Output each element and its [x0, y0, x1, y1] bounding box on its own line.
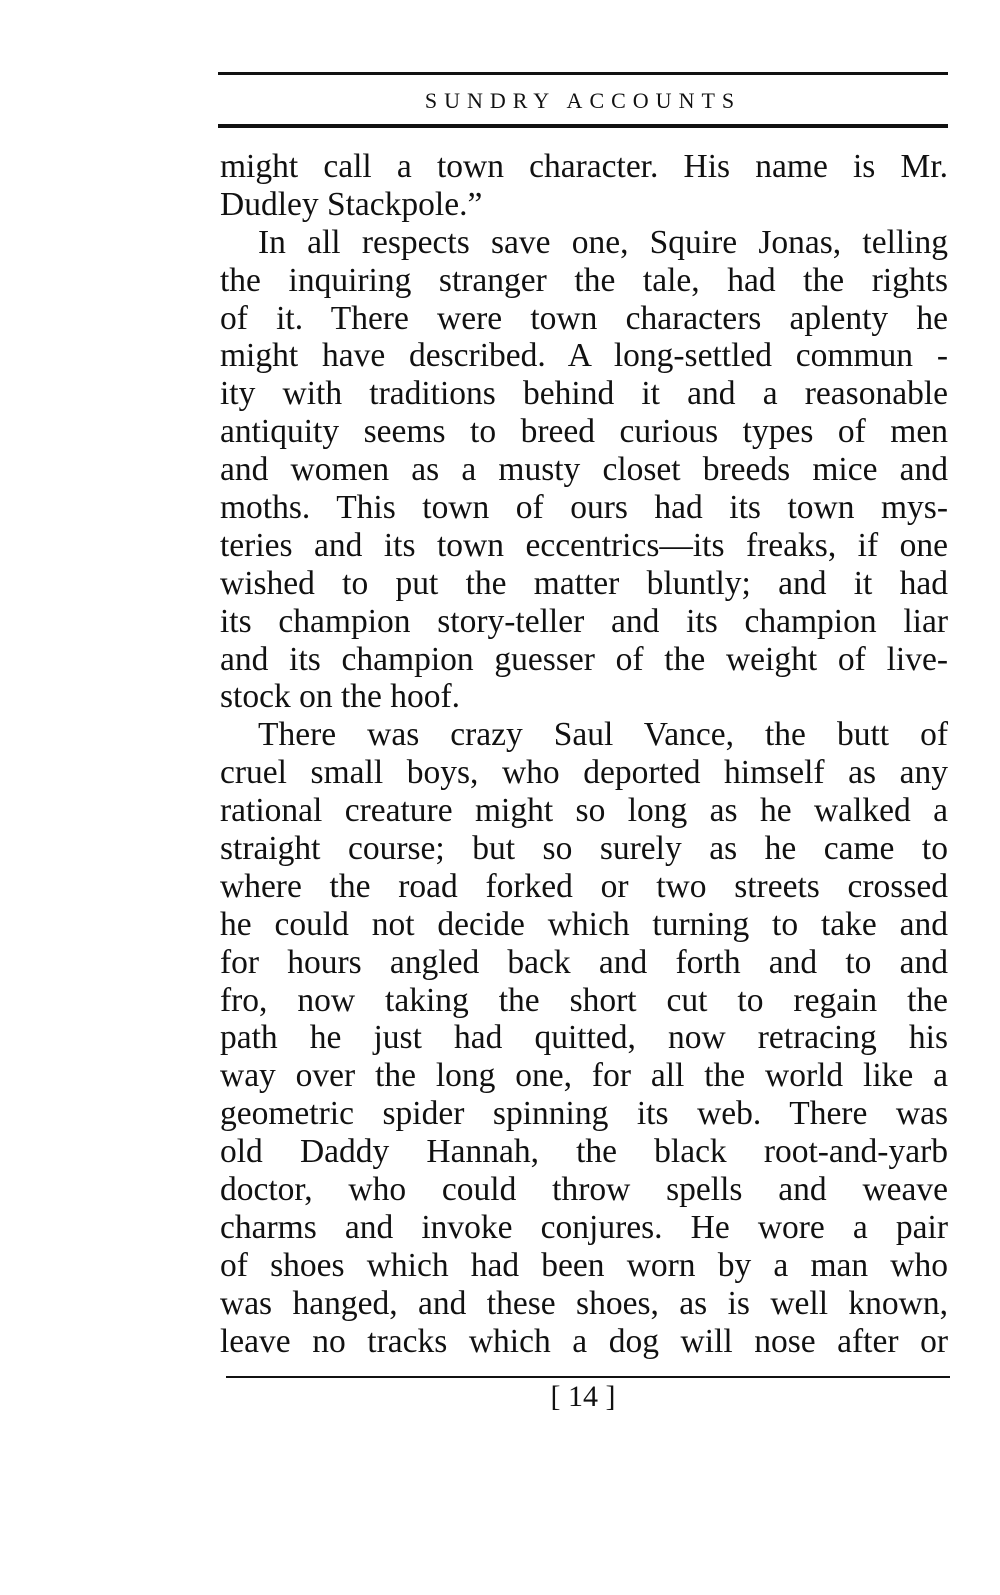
text-line: he could not decide which turning to take and — [220, 905, 948, 943]
text-line: and its champion guesser of the weight of live- — [220, 640, 948, 678]
text-line: antiquity seems to breed curious types of men — [220, 413, 948, 451]
text-line: There was crazy Saul Vance, the butt of — [258, 716, 948, 754]
text-line: doctor, who could throw spells and weave — [220, 1171, 948, 1209]
text-line: ity with traditions behind it and a reasonable — [220, 375, 948, 413]
header-top-rule — [218, 72, 948, 75]
text-line: where the road forked or two streets crossed — [220, 867, 948, 905]
text-line: its champion story-teller and its champion liar — [220, 602, 948, 640]
text-line: the inquiring stranger the tale, had the rights — [220, 261, 948, 299]
text-line: geometric spider spinning its web. There was — [220, 1095, 948, 1133]
text-line: cruel small boys, who deported himself as any — [220, 754, 948, 792]
text-line: fro, now taking the short cut to regain the — [220, 981, 948, 1019]
text-line: moths. This town of ours had its town mys- — [220, 489, 948, 527]
text-line: leave no tracks which a dog will nose after or — [220, 1322, 948, 1360]
text-line: way over the long one, for all the world like a — [220, 1057, 948, 1095]
text-line: of shoes which had been worn by a man who — [220, 1246, 948, 1284]
text-line: might call a town character. His name is Mr. — [220, 148, 948, 185]
text-line: In all respects save one, Squire Jonas, telling — [258, 223, 948, 261]
text-line: was hanged, and these shoes, as is well known, — [220, 1284, 948, 1322]
text-line: wished to put the matter bluntly; and it had — [220, 564, 948, 602]
text-line: might have described. A long-settled commun - — [220, 337, 948, 375]
text-line: charms and invoke conjures. He wore a pair — [220, 1208, 948, 1246]
text-line: rational creature might so long as he walked a — [220, 792, 948, 830]
text-line: of it. There were town characters aplenty he — [220, 299, 948, 337]
text-line: Dudley Stackpole.” — [220, 185, 483, 223]
body-text — [220, 148, 948, 1361]
page-number: [ 14 ] — [550, 1380, 616, 1413]
text-line: and women as a musty closet breeds mice and — [220, 451, 948, 489]
text-line: path he just had quitted, now retracing his — [220, 1019, 948, 1057]
text-line: straight course; but so surely as he came to — [220, 830, 948, 868]
text-line: old Daddy Hannah, the black root-and-yarb — [220, 1133, 948, 1171]
header-bottom-rule — [218, 124, 948, 128]
text-line: teries and its town eccentrics—its freaks, if one — [220, 526, 948, 564]
text-line: stock on the hoof. — [220, 678, 461, 716]
running-head: SUNDRY ACCOUNTS — [424, 88, 742, 113]
text-line: for hours angled back and forth and to and — [220, 943, 948, 981]
